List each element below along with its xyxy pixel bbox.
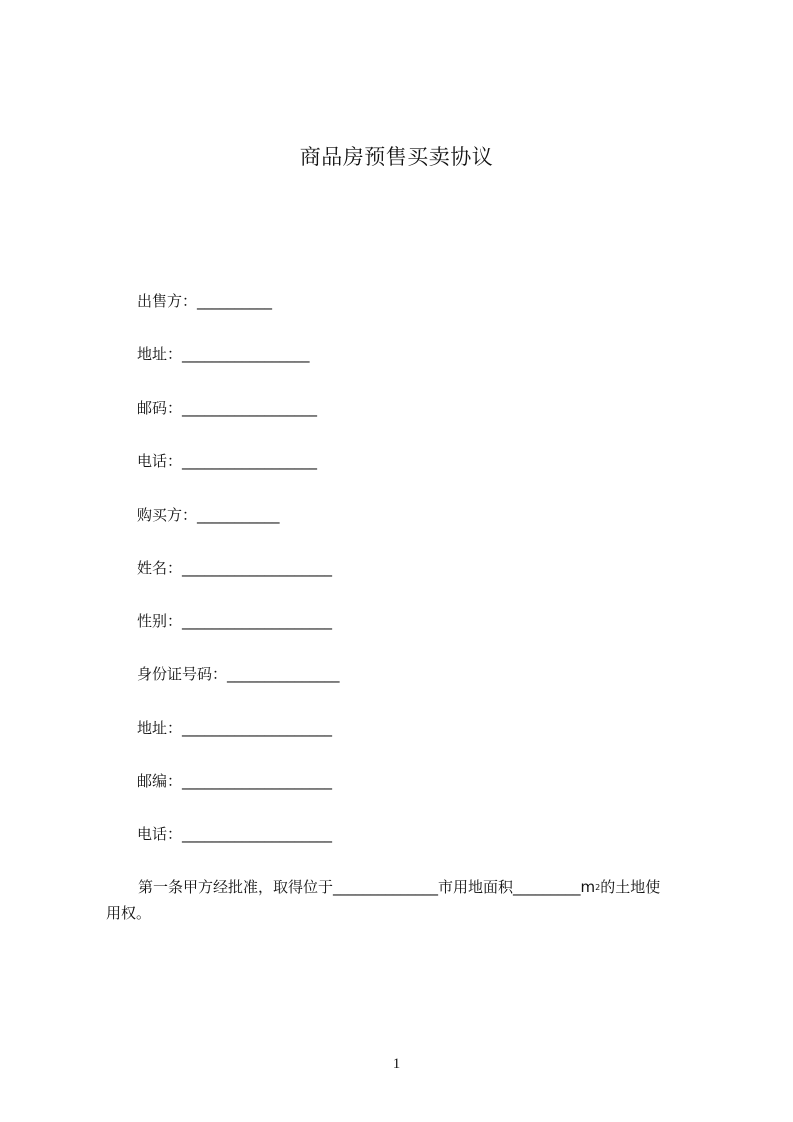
page-number: 1 [392,1056,401,1072]
seller-postcode-field: 邮码：__________________ [137,399,318,417]
article-1-continuation: 用权。 [106,904,152,922]
buyer-gender-field: 性别：____________________ [137,612,333,630]
document-title: 商品房预售买卖协议 [299,145,494,169]
buyer-name-field: 姓名：____________________ [137,559,333,577]
square-superscript: 2 [595,883,601,892]
buyer-id-number-field: 身份证号码：_______________ [137,665,340,683]
buyer-field: 购买方：___________ [137,506,280,524]
seller-field: 出售方：__________ [137,292,273,310]
article-1-text: 第一条甲方经批准，取得位于______________市用地面积_________m [138,878,596,896]
buyer-phone-field: 电话：____________________ [137,825,333,843]
seller-phone-field: 电话：__________________ [137,452,318,470]
buyer-address-field: 地址：____________________ [137,719,333,737]
seller-address-field: 地址：_________________ [137,345,310,363]
buyer-postcode-field: 邮编：____________________ [137,772,333,790]
article-1-tail: 的土地使 [600,878,661,896]
article-1-paragraph [106,874,706,926]
